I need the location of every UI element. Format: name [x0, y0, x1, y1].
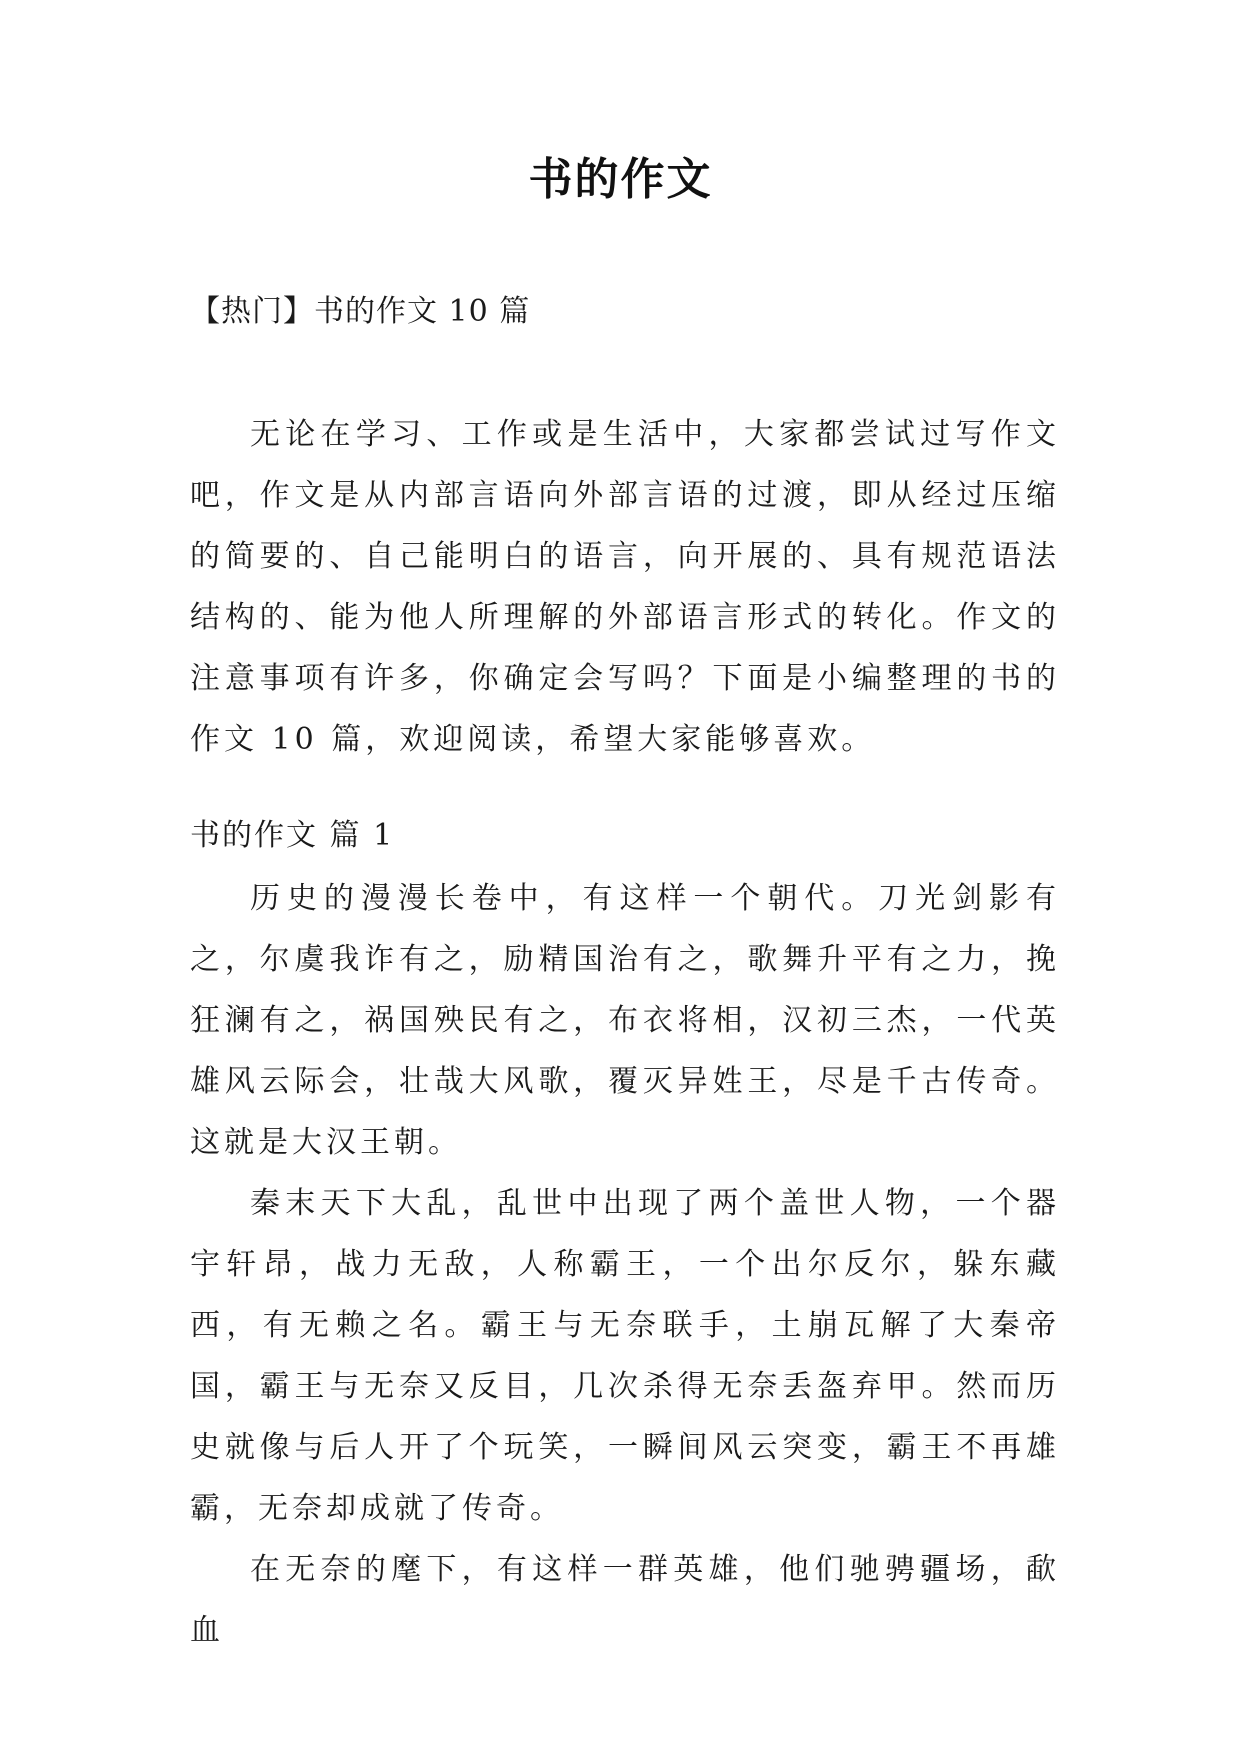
section-body [190, 868, 1060, 1661]
document-subtitle: 【热门】书的作文 10 篇 [190, 294, 531, 329]
body-paragraph-2: 秦末天下大乱，乱世中出现了两个盖世人物，一个器宇轩昂，战力无敌，人称霸王，一个出尔反尔，躲东藏西，有无赖之名。霸王与无奈联手，土崩瓦解了大秦帝国，霸王与无奈又反目，几次杀得无奈丢盔弃甲。然而历史就像与后人开了个玩笑，一瞬间风云突变，霸王不再雄霸，无奈却成就了传奇。 [190, 1186, 1060, 1526]
section-heading: 书的作文 篇 1 [190, 818, 395, 853]
intro-section [190, 404, 1060, 770]
intro-paragraph: 无论在学习、工作或是生活中，大家都尝试过写作文吧，作文是从内部言语向外部言语的过渡，即从经过压缩的简要的、自己能明白的语言，向开展的、具有规范语法结构的、能为他人所理解的外部语言形式的转化。作文的注意事项有许多，你确定会写吗？下面是小编整理的书的作文 10 篇，欢迎阅读，希望大家能够喜欢。 [190, 417, 1060, 757]
body-paragraph-1: 历史的漫漫长卷中，有这样一个朝代。刀光剑影有之，尔虞我诈有之，励精国治有之，歌舞升平有之力，挽狂澜有之，祸国殃民有之，布衣将相，汉初三杰，一代英雄风云际会，壮哉大风歌，覆灭异姓王，尽是千古传奇。这就是大汉王朝。 [190, 881, 1060, 1160]
document-title: 书的作文 [528, 154, 713, 205]
body-paragraph-3: 在无奈的麾下，有这样一群英雄，他们驰骋疆场，歃血 [190, 1552, 1060, 1648]
